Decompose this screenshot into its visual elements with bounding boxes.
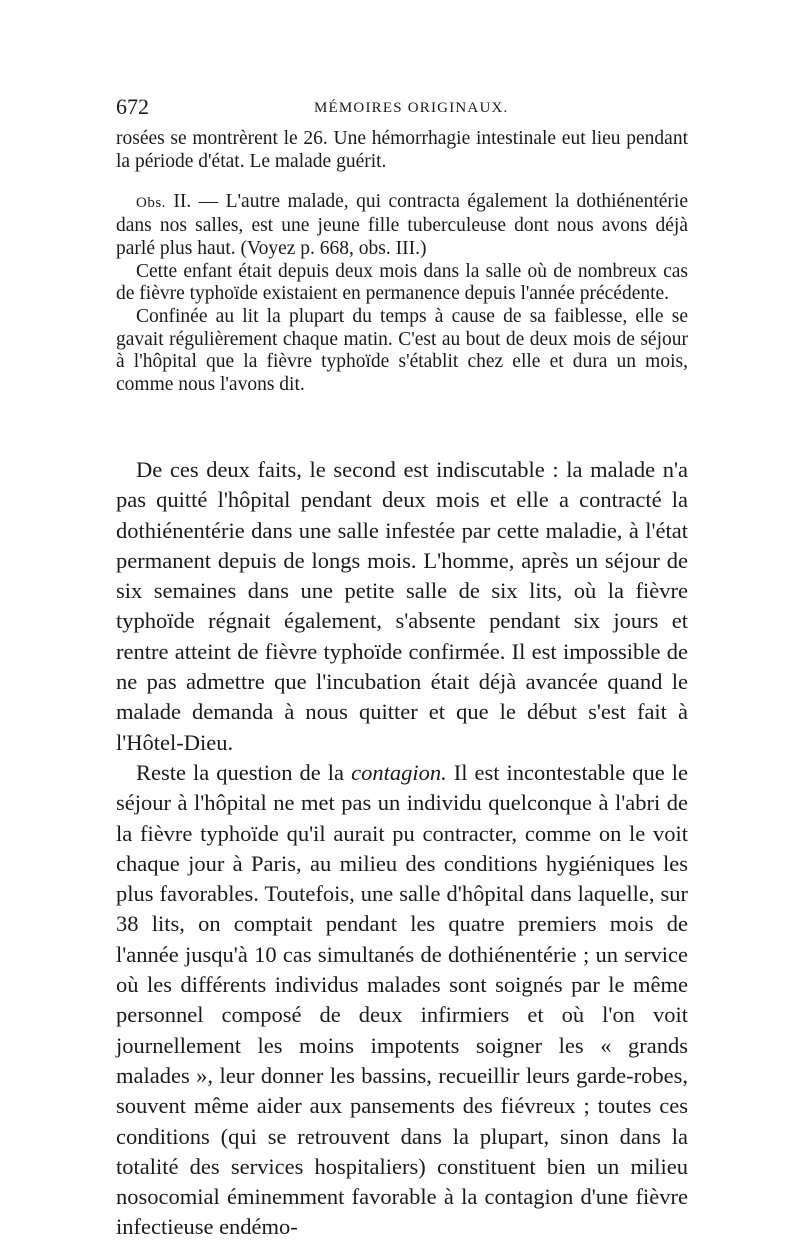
- observation-ii-paragraph: [116, 191, 688, 260]
- paragraph-contagion: [116, 758, 688, 1243]
- obs-label: Obs.: [136, 195, 166, 212]
- obs-text: II. — L'autre malade, qui contracta également la dothiénentérie dans nos salles, est une jeune fille tuberculeuse dont nous avons déjà parlé plus haut. (Voyez p. 668, obs. III.): [116, 191, 688, 259]
- contagion-intro: Reste la question de la: [136, 759, 352, 785]
- page-number: 672: [116, 94, 149, 119]
- page-header: [116, 94, 686, 124]
- paragraph-continuation: rosées se montrèrent le 26. Une hémorrhagie intestinale eut lieu pendant la période d'état. Le malade guérit.: [116, 128, 688, 172]
- observation-block: [116, 128, 688, 397]
- main-text-block: [116, 455, 688, 1243]
- contagion-italic-word: contagion.: [351, 759, 447, 785]
- contagion-body: Il est incontestable que le séjour à l'hôpital ne met pas un individu quelconque à l'abri de la fièvre typhoïde qu'il aurait pu contracter, comme on le voit chaque jour à Paris, au milieu des conditions hygiéniques les plus favorables. Toutefois, une salle d'hôpital dans laquelle, sur 38 lits, on comptait pendant les quatre premiers mois de l'année jusqu'à 10 cas simultanés de dothiénentérie ; un service où les différents individus malades sont soignés par le même personnel composé de deux infirmiers et où l'on voit journellement les moins impotents soigner les « grands malades », leur donner les bassins, recueillir leurs garde-robes, souvent même aider aux pansements des fiévreux ; toutes ces conditions (qui se retrouvent dans la plupart, sinon dans la totalité des services hospitaliers) constituent bien un milieu nosocomial éminemment favorable à la contagion d'une fièvre infectieuse endémo-: [116, 759, 688, 1240]
- paragraph-two-facts: De ces deux faits, le second est indiscutable : la malade n'a pas quitté l'hôpital pendant deux mois et elle a contracté la dothiénentérie dans une salle infestée par cette maladie, à l'état permanent depuis de longs mois. L'homme, après un séjour de six semaines dans une petite salle de six lits, où la fièvre typhoïde régnait également, s'absente pendant six jours et rentre atteint de fièvre typhoïde confirmée. Il est impossible de ne pas admettre que l'incubation était déjà avancée quand le malade demanda à nous quitter et que le début s'est fait à l'Hôtel-Dieu.: [116, 457, 688, 755]
- paragraph-confinement: Confinée au lit la plupart du temps à cause de sa faiblesse, elle se gavait régulièrement chaque matin. C'est au bout de deux mois de séjour à l'hôpital que la fièvre typhoïde s'établit chez elle et dura un mois, comme nous l'avons dit.: [116, 305, 688, 396]
- running-title: MÉMOIRES ORIGINAUX.: [314, 100, 509, 116]
- paragraph-child-history: Cette enfant était depuis deux mois dans la salle où de nombreux cas de fièvre typhoïde existaient en permanence depuis l'année précédente.: [116, 260, 688, 305]
